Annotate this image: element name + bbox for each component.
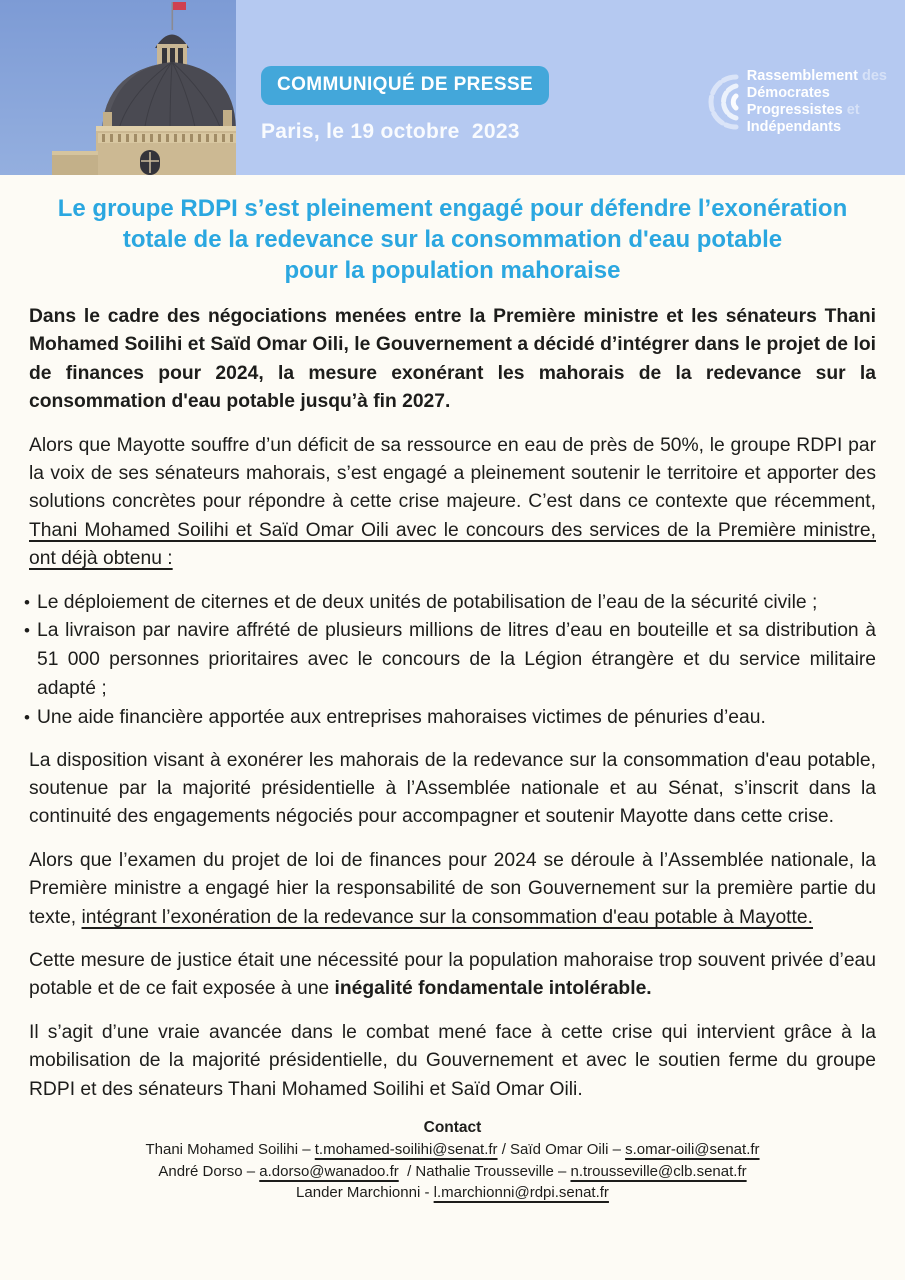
text-segment: Lander Marchionni - xyxy=(296,1184,434,1202)
contact-section xyxy=(29,1119,876,1204)
text-segment: La disposition visant à exonérer les mahorais de la redevance sur la consommation d'eau potable, soutenue par la majorité présidentielle à l’Assemblée nationale et au Sénat, s’inscrit dans la continuité des engagements négociés pour accompagner et soutenir Mayotte dans cette crise. xyxy=(29,749,876,828)
text-segment: André Dorso – xyxy=(158,1162,260,1180)
logo-text-line: Démocrates xyxy=(746,85,830,101)
title-line: Le groupe RDPI s’est pleinement engagé pour défendre l’exonération xyxy=(57,195,848,222)
contact-line xyxy=(29,1182,876,1204)
email-link[interactable]: a.dorso@wanadoo.fr xyxy=(259,1162,399,1180)
text-segment: Cette mesure de justice était une nécessité pour la population mahoraise trop souvent privée d’eau potable et de ce fait exposée à une xyxy=(29,950,876,1000)
text-segment: Alors que l’examen du projet de loi de finances pour 2024 se déroule à l’Assemblée nationale, la Première ministre a engagé hier la responsabilité de son Gouvernement sur la première partie du texte, xyxy=(29,849,876,928)
paragraph xyxy=(29,432,876,574)
logo-text-line: Progressistes et xyxy=(746,102,860,118)
rdpi-logo xyxy=(698,68,887,136)
logo-text-line: Rassemblement des xyxy=(746,68,887,84)
header-center xyxy=(236,0,549,175)
underlined-text: Thani Mohamed Soilihi et Saïd Omar Oili avec le concours des services de la Première ministre, ont déjà obtenu : xyxy=(29,519,876,570)
body-content xyxy=(29,303,876,1104)
document-body xyxy=(0,193,905,1204)
dateline: Paris, le 19 octobre 2023 xyxy=(261,120,520,143)
bold-text: inégalité fondamentale intolérable. xyxy=(334,978,652,1000)
paragraph xyxy=(29,747,876,832)
contact-lines xyxy=(29,1139,876,1204)
header xyxy=(0,0,905,175)
contact-line xyxy=(29,1161,876,1183)
page-title xyxy=(29,193,876,286)
text-segment: Dans le cadre des négociations menées entre la Première ministre et les sénateurs Thani Mohamed Soilihi et Saïd Omar Oili, le Gouvernement a décidé d’intégrer dans le projet de loi de finances pour 2024, la mesure exonérant les mahorais de la redevance sur la consommation d'eau potable jusqu’à fin 2027. xyxy=(29,306,876,413)
email-link[interactable]: t.mohamed-soilihi@senat.fr xyxy=(314,1141,498,1159)
contact-line xyxy=(29,1139,876,1161)
press-release-badge: COMMUNIQUÉ DE PRESSE xyxy=(261,66,549,105)
bullet-item: • Le déploiement de citernes et de deux unités de potabilisation de l’eau de la sécurité civile ; xyxy=(29,589,876,618)
paragraph xyxy=(29,847,876,932)
text-segment: / Nathalie Trousseville – xyxy=(398,1162,571,1180)
text-segment: / Saïd Omar Oili – xyxy=(497,1141,626,1159)
rdpi-hemicycle-icon xyxy=(698,70,740,134)
bullet-item: • La livraison par navire affrété de plusieurs millions de litres d’eau en bouteille et sa distribution à 51 000 personnes prioritaires avec le concours de la Légion étrangère et du service militaire adapté ; xyxy=(29,617,876,703)
email-link[interactable]: n.trousseville@clb.senat.fr xyxy=(570,1162,747,1180)
senate-dome-photo xyxy=(0,0,236,175)
senate-dome-illustration xyxy=(0,0,236,175)
bullet-item: • Une aide financière apportée aux entreprises mahoraises victimes de pénuries d’eau. xyxy=(29,704,876,733)
text-segment: Alors que Mayotte souffre d’un déficit de sa ressource en eau de près de 50%, le groupe RDPI par la voix de ses sénateurs mahorais, s’est engagé a pleinement soutenir le territoire et apporter des solutions concrètes pour répondre à cette crise majeure. C’est dans ce contexte que récemment, xyxy=(29,434,876,513)
paragraph xyxy=(29,303,876,417)
text-segment: Thani Mohamed Soilihi – xyxy=(145,1141,315,1159)
title-line: pour la population mahoraise xyxy=(284,257,621,284)
paragraph xyxy=(29,1019,876,1104)
contact-heading: Contact xyxy=(423,1119,482,1137)
logo-text-line: Indépendants xyxy=(746,119,842,135)
rdpi-logo-text xyxy=(747,68,887,136)
underlined-text: intégrant l’exonération de la redevance sur la consommation d'eau potable à Mayotte. xyxy=(81,906,813,928)
paragraph xyxy=(29,947,876,1004)
email-link[interactable]: s.omar-oili@senat.fr xyxy=(625,1141,760,1159)
bullet-list xyxy=(29,589,876,733)
title-line: totale de la redevance sur la consommation d'eau potable xyxy=(122,226,783,253)
text-segment: Il s’agit d’une vraie avancée dans le combat mené face à cette crise qui intervient grâce à la mobilisation de la majorité présidentielle, du Gouvernement et avec le soutien ferme du groupe RDPI et des sénateurs Thani Mohamed Soilihi et Saïd Omar Oili. xyxy=(29,1021,876,1100)
email-link[interactable]: l.marchionni@rdpi.senat.fr xyxy=(433,1184,609,1202)
